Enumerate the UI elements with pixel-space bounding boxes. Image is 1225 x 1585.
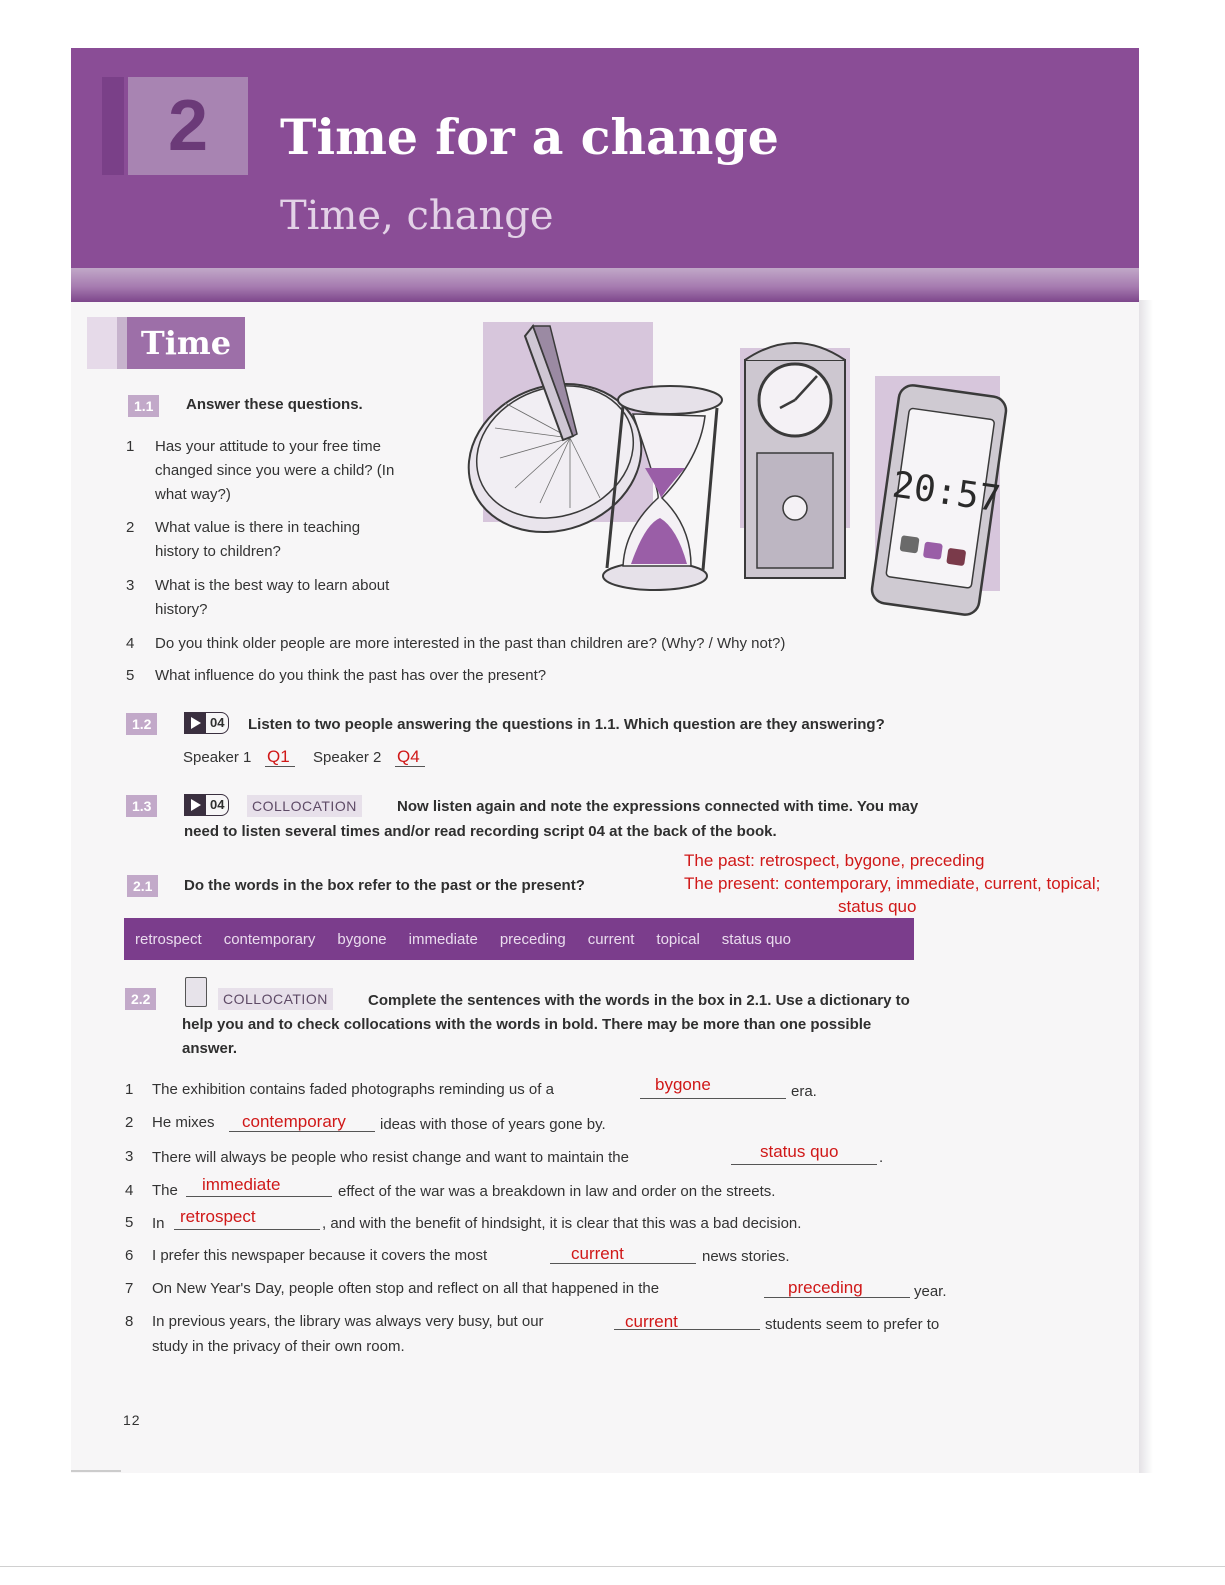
sentence-4-before: The: [152, 1182, 178, 1199]
sentence-7-after: year.: [914, 1283, 947, 1300]
question-3-line-1: What is the best way to learn about: [155, 577, 390, 594]
exercise-number-2-1: 2.1: [127, 875, 158, 897]
answer-present-words: The present: contemporary, immediate, current, topical;: [684, 874, 1101, 893]
question-1-line-3: what way?): [155, 486, 231, 503]
answer-past-words: The past: retrospect, bygone, preceding: [684, 851, 985, 870]
sentence-1-before: The exhibition contains faded photographs reminding us of a: [152, 1081, 554, 1098]
sentence-5-answer: retrospect: [180, 1207, 256, 1226]
word-box-item: immediate: [408, 930, 478, 948]
footer-mark: [71, 1470, 121, 1472]
speaker-2-label: Speaker 2: [313, 749, 382, 766]
exercise-2-2-instruction-line-2: help you and to check collocations with the words in bold. There may be more than one possible: [182, 1016, 872, 1033]
sentence-2-after: ideas with those of years gone by.: [380, 1116, 606, 1133]
sentence-8-answer: current: [625, 1312, 678, 1331]
audio-track-1-2[interactable]: [184, 712, 229, 734]
word-box-item: bygone: [337, 930, 387, 948]
sentence-number: 3: [125, 1148, 134, 1165]
sentence-6-answer: current: [571, 1244, 624, 1263]
sentence-3-before: There will always be people who resist change and want to maintain the: [152, 1149, 629, 1166]
exercise-1-3-instruction-line-2: need to listen several times and/or read recording script 04 at the back of the book.: [184, 823, 777, 840]
exercise-2-2-instruction-line-1: Complete the sentences with the words in the box in 2.1. Use a dictionary to: [368, 992, 910, 1009]
exercise-2-2-instruction-line-3: answer.: [182, 1040, 238, 1057]
sentence-6-before: I prefer this newspaper because it covers the most: [152, 1247, 488, 1264]
audio-track-number: 04: [206, 712, 229, 734]
exercise-number-1-1: 1.1: [128, 395, 159, 417]
sentence-4-answer: immediate: [202, 1175, 281, 1194]
sentence-1-after: era.: [791, 1083, 817, 1100]
sentence-5-after: , and with the benefit of hindsight, it is clear that this was a bad decision.: [322, 1215, 802, 1232]
exercise-number-1-2: 1.2: [126, 713, 157, 735]
clock-icon: [745, 343, 845, 578]
page-edge-shadow: [1139, 300, 1153, 1473]
sentence-number: 1: [125, 1081, 134, 1098]
question-number: 2: [126, 519, 135, 536]
unit-title: Time for a change: [280, 108, 779, 166]
answer-present-words-continued: status quo: [838, 897, 917, 916]
time-illustration: [455, 318, 1015, 618]
sentence-number: 4: [125, 1182, 134, 1199]
sentence-number: 7: [125, 1280, 134, 1297]
audio-track-1-3[interactable]: [184, 794, 229, 816]
speaker-2-answer: Q4: [397, 747, 420, 766]
word-box-item: status quo: [721, 930, 791, 948]
sentence-8-line-2: study in the privacy of their own room.: [152, 1338, 405, 1355]
exercise-1-1-instruction: Answer these questions.: [186, 396, 363, 413]
sentence-5-before: In: [152, 1215, 165, 1232]
page-number: 12: [123, 1412, 141, 1428]
sentence-3-answer: status quo: [760, 1142, 839, 1161]
exercise-1-3-instruction-line-1: Now listen again and note the expressions connected with time. You may: [397, 798, 919, 815]
sentence-number: 6: [125, 1247, 134, 1264]
question-2-line-2: history to children?: [155, 543, 281, 560]
exercise-2-1-instruction: Do the words in the box refer to the past or the present?: [184, 877, 585, 894]
word-box-item: contemporary: [223, 930, 316, 948]
sentence-number: 8: [125, 1313, 134, 1330]
speaker-1-label: Speaker 1: [183, 749, 252, 766]
exercise-1-2-instruction: Listen to two people answering the questions in 1.1. Which question are they answering?: [248, 716, 885, 733]
sentence-6-after: news stories.: [702, 1248, 790, 1265]
sentence-number: 5: [125, 1214, 134, 1231]
word-box-item: retrospect: [135, 930, 202, 948]
sentence-7-before: On New Year's Day, people often stop and reflect on all that happened in the: [152, 1280, 660, 1297]
question-1-line-1: Has your attitude to your free time: [155, 438, 381, 455]
section-heading-bar: [117, 317, 127, 369]
question-number: 4: [126, 635, 135, 652]
sentence-2-answer: contemporary: [242, 1112, 346, 1131]
sentence-number: 2: [125, 1114, 134, 1131]
sentence-8-before: In previous years, the library was always very busy, but our: [152, 1313, 544, 1330]
word-box-item: topical: [656, 930, 700, 948]
unit-number: 2: [128, 77, 248, 175]
exercise-number-2-2: 2.2: [125, 988, 156, 1010]
question-3-line-2: history?: [155, 601, 208, 618]
unit-box-accent: [102, 77, 124, 175]
audio-track-number: 04: [206, 794, 229, 816]
play-icon[interactable]: [184, 712, 206, 734]
sentence-4-after: effect of the war was a breakdown in law and order on the streets.: [338, 1183, 776, 1200]
unit-subtitle: Time, change: [280, 193, 554, 239]
exercise-number-1-3: 1.3: [126, 795, 157, 817]
sentence-3-after: .: [879, 1149, 884, 1166]
collocation-tag: COLLOCATION: [247, 795, 362, 817]
word-box-item: preceding: [499, 930, 566, 948]
word-box-item: current: [587, 930, 635, 948]
speaker-1-answer: Q1: [267, 747, 290, 766]
question-1-line-2: changed since you were a child? (In: [155, 462, 395, 479]
header-stripe: [71, 268, 1139, 302]
word-box: [124, 918, 914, 960]
question-4-line-1: Do you think older people are more interested in the past than children are? (Why? / Why not?): [155, 635, 786, 652]
sentence-7-answer: preceding: [788, 1278, 863, 1297]
sentence-2-before: He mixes: [152, 1114, 215, 1131]
collocation-tag: COLLOCATION: [218, 988, 333, 1010]
section-heading: Time: [127, 317, 245, 369]
sentence-1-answer: bygone: [655, 1075, 711, 1094]
phone-clock-text: 20:57: [889, 464, 1003, 521]
question-number: 3: [126, 577, 135, 594]
play-icon[interactable]: [184, 794, 206, 816]
question-2-line-1: What value is there in teaching: [155, 519, 361, 536]
question-number: 1: [126, 438, 135, 455]
question-number: 5: [126, 667, 135, 684]
dictionary-icon: [185, 977, 207, 1007]
question-5-line-1: What influence do you think the past has over the present?: [155, 667, 547, 684]
bottom-rule: [0, 1566, 1225, 1567]
sentence-8-after: students seem to prefer to: [765, 1316, 940, 1333]
